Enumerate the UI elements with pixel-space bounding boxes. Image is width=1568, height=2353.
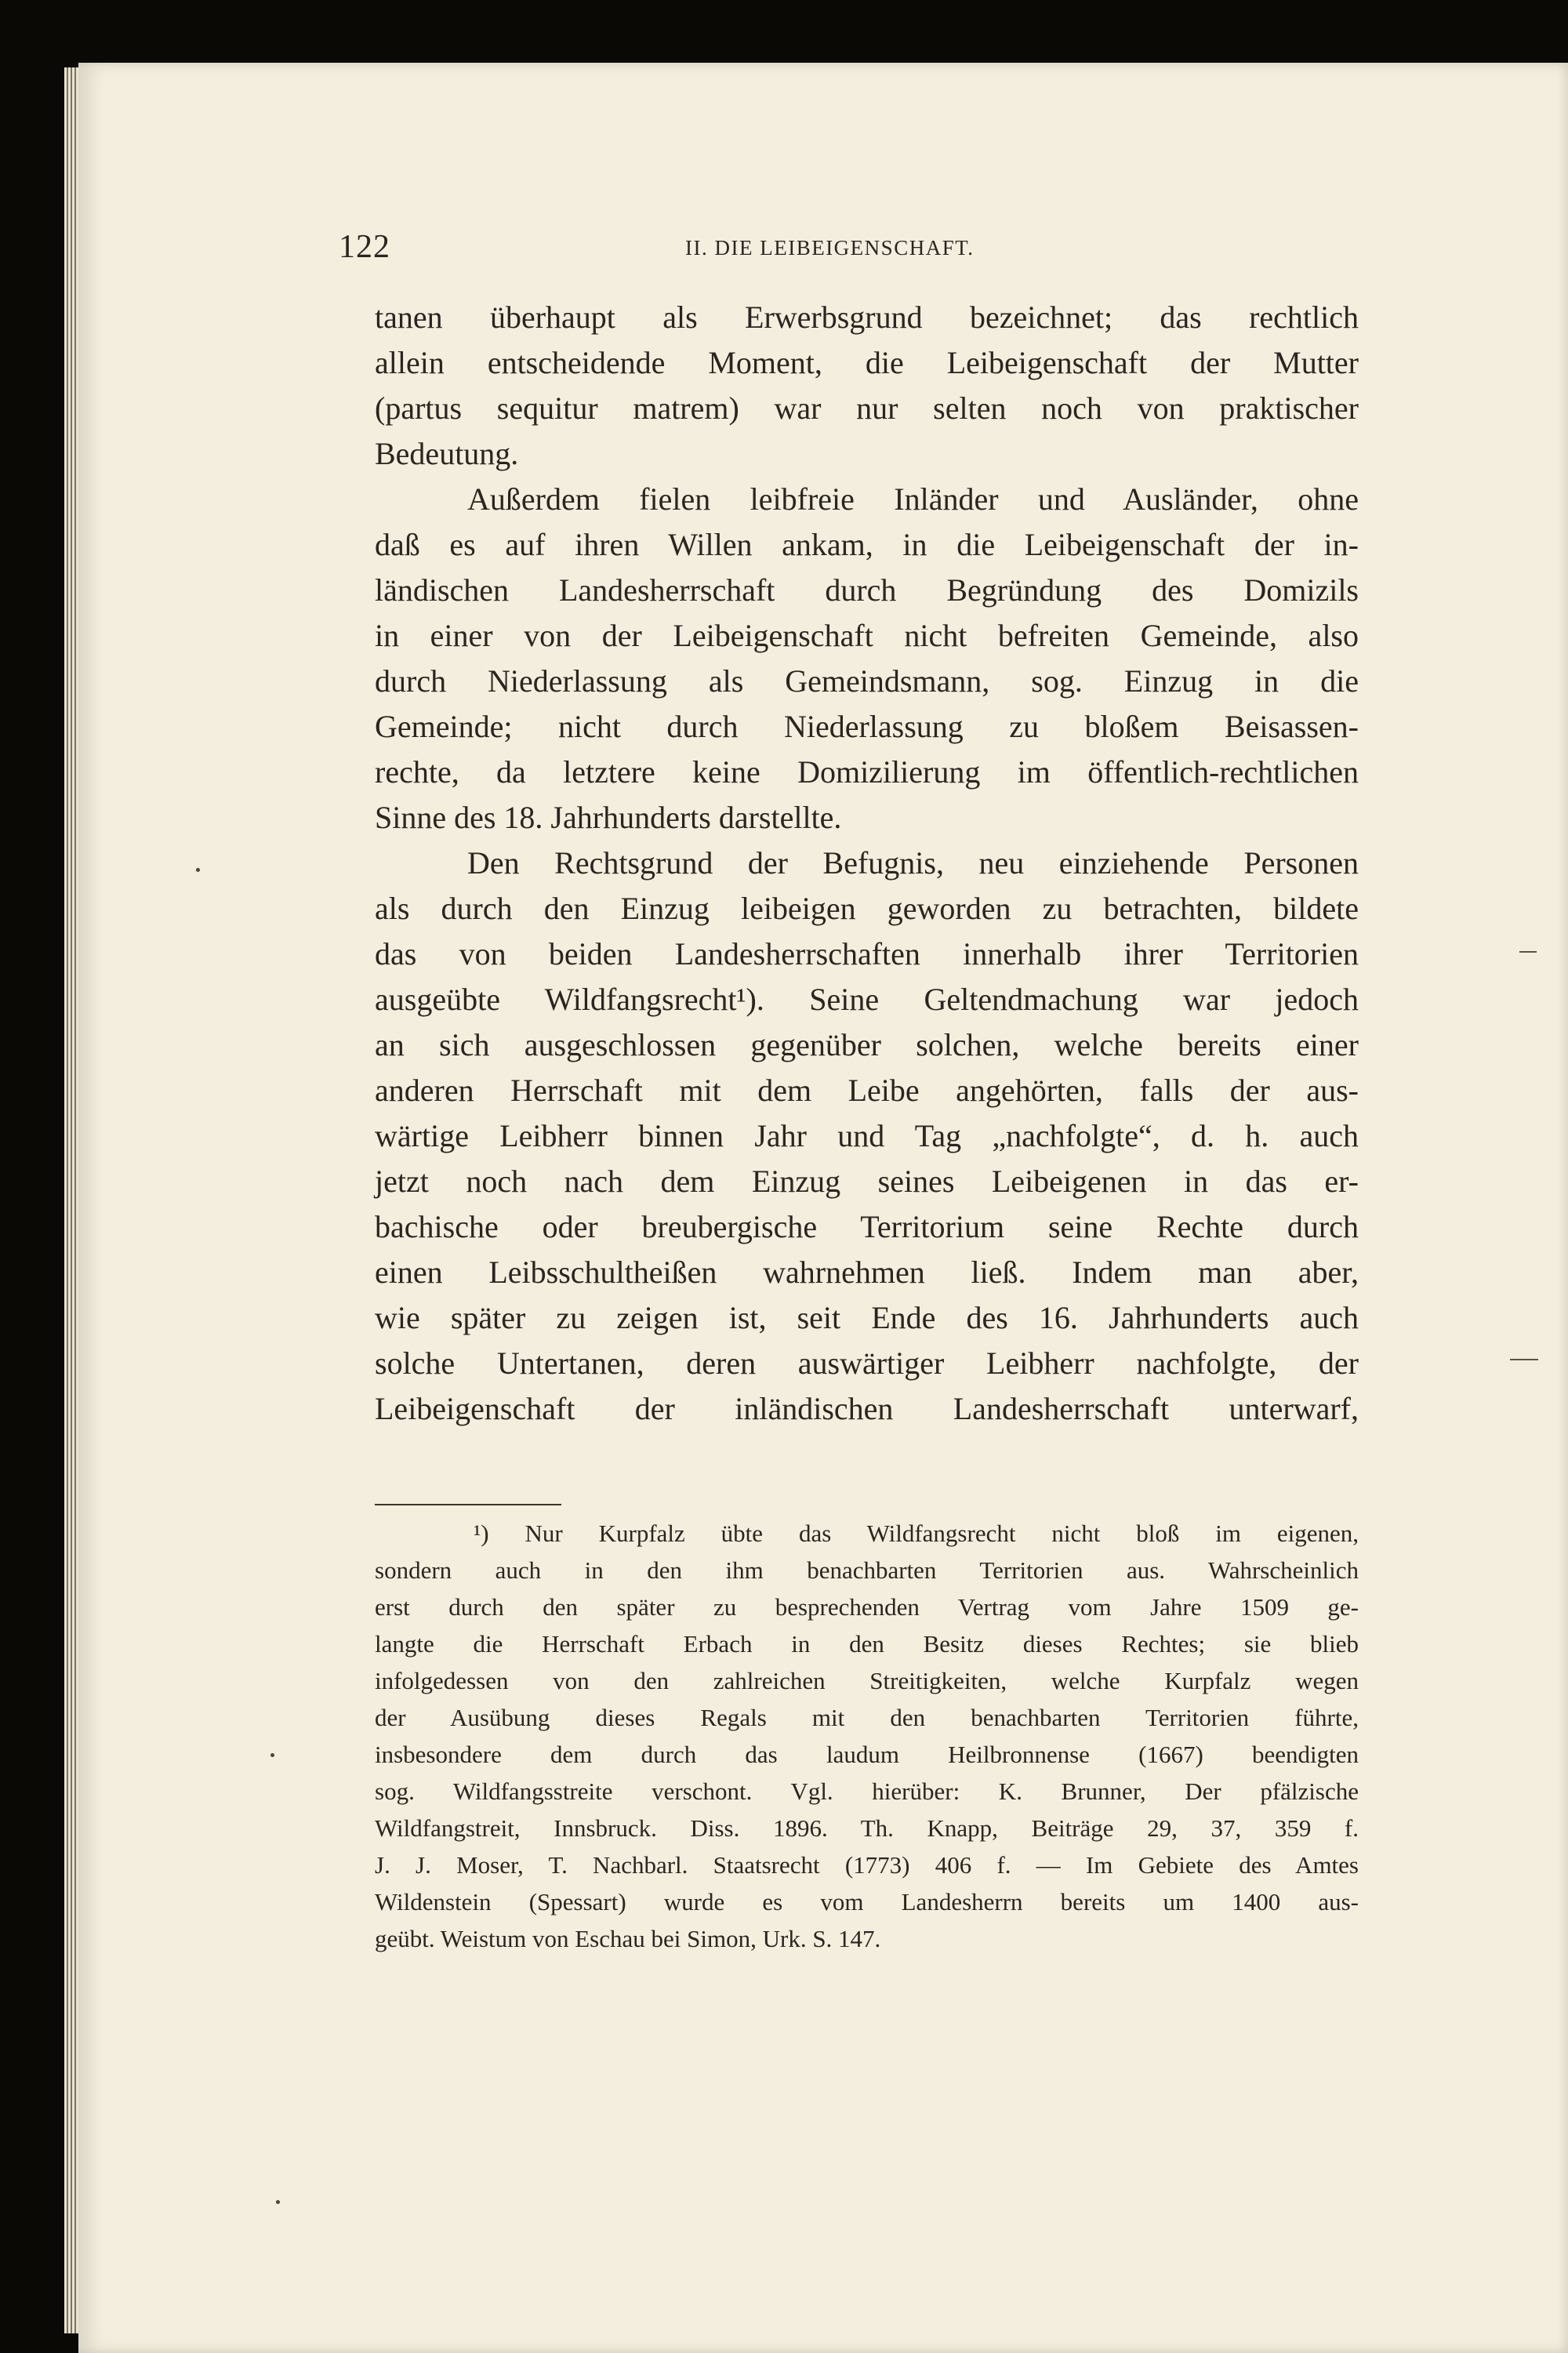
body-line: Gemeinde; nicht durch Niederlassung zu bloßem Beisassen- [375,709,1359,744]
body-line: daß es auf ihren Willen ankam, in die Leibeigenschaft der in- [375,527,1359,562]
footnotes [375,1515,1359,1957]
body-line: tanen überhaupt als Erwerbsgrund bezeichnet; das rechtlich [375,300,1359,335]
margin-mark [1510,1359,1538,1360]
body-line: an sich ausgeschlossen gegenüber solchen, welche bereits einer [375,1027,1359,1062]
footnote-line: J. J. Moser, T. Nachbarl. Staatsrecht (1773) 406 f. — Im Gebiete des Amtes [375,1851,1359,1879]
body-line: durch Niederlassung als Gemeindsmann, sog. Einzug in die [375,663,1359,699]
footnote-line: erst durch den später zu besprechenden Vertrag vom Jahre 1509 ge- [375,1593,1359,1621]
footnote-line: geübt. Weistum von Eschau bei Simon, Urk. S. 147. [375,1925,881,1952]
body-line: Leibeigenschaft der inländischen Landesherrschaft unterwarf, [375,1391,1359,1426]
body-line: solche Untertanen, deren auswärtiger Leibherr nachfolgte, der [375,1345,1359,1381]
body-line: bachische oder breubergische Territorium seine Rechte durch [375,1209,1359,1244]
footnote-line: ¹) Nur Kurpfalz übte das Wildfangsrecht nicht bloß im eigenen, [474,1520,1359,1547]
body-line: das von beiden Landesherrschaften innerhalb ihrer Territorien [375,936,1359,971]
paper-speck [276,2200,280,2204]
body-line: jetzt noch nach dem Einzug seines Leibeigenen in das er- [375,1164,1359,1199]
running-title: II. DIE LEIBEIGENSCHAFT. [685,236,975,260]
body-line: wärtige Leibherr binnen Jahr und Tag „nachfolgte“, d. h. auch [375,1118,1359,1153]
body-text [375,295,1359,1432]
footnote-line: sog. Wildfangsstreite verschont. Vgl. hierüber: K. Brunner, Der pfälzische [375,1777,1359,1805]
footnote-line: insbesondere dem durch das laudum Heilbronnense (1667) beendigten [375,1741,1359,1768]
body-line: wie später zu zeigen ist, seit Ende des 16. Jahrhunderts auch [375,1300,1359,1335]
body-line: anderen Herrschaft mit dem Leibe angehörten, falls der aus- [375,1073,1359,1108]
footnote-line: langte die Herrschaft Erbach in den Besitz dieses Rechtes; sie blieb [375,1630,1359,1658]
body-line: Außerdem fielen leibfreie Inländer und Ausländer, ohne [467,481,1359,517]
page-header [339,225,1319,277]
body-line: rechte, da letztere keine Domizilierung im öffentlich-rechtlichen [375,754,1359,790]
footnote-line: der Ausübung dieses Regals mit den benachbarten Territorien führte, [375,1704,1359,1731]
body-line: in einer von der Leibeigenschaft nicht befreiten Gemeinde, also [375,618,1359,653]
footnote-line: Wildfangstreit, Innsbruck. Diss. 1896. Th. Knapp, Beiträge 29, 37, 359 f. [375,1814,1359,1842]
body-line: einen Leibsschultheißen wahrnehmen ließ. Indem man aber, [375,1255,1359,1290]
body-line: als durch den Einzug leibeigen geworden zu betrachten, bildete [375,891,1359,926]
paper-speck [270,1753,274,1757]
body-line: Den Rechtsgrund der Befugnis, neu einziehende Personen [467,845,1359,881]
body-line: ausgeübte Wildfangsrecht¹). Seine Geltendmachung war jedoch [375,982,1359,1017]
body-line: ländischen Landesherrschaft durch Begründung des Domizils [375,572,1359,608]
body-line: Bedeutung. [375,436,519,471]
body-line: allein entscheidende Moment, die Leibeigenschaft der Mutter [375,345,1359,380]
body-line: Sinne des 18. Jahrhunderts darstellte. [375,800,842,835]
footnote-divider [375,1504,561,1505]
margin-mark [1519,951,1537,953]
paper-speck [196,868,200,872]
footnote-line: infolgedessen von den zahlreichen Streitigkeiten, welche Kurpfalz wegen [375,1667,1359,1694]
footnote-line: Wildenstein (Spessart) wurde es vom Landesherrn bereits um 1400 aus- [375,1888,1359,1915]
footnote-line: sondern auch in den ihm benachbarten Territorien aus. Wahrscheinlich [375,1556,1359,1584]
page-number: 122 [339,229,390,265]
body-line: (partus sequitur matrem) war nur selten noch von praktischer [375,390,1359,426]
